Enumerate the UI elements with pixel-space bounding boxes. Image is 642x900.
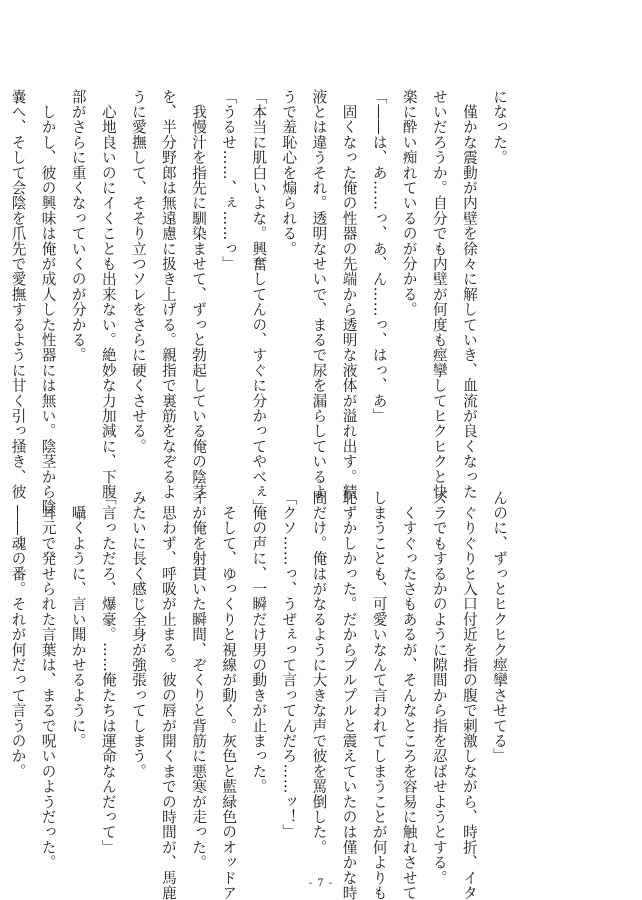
text-line: みたいに長く感じ全身が強張ってしまう。 (129, 490, 147, 779)
text-line: 「クソ……っ、うぜぇって言ってんだろ……ッ！」 (280, 490, 298, 840)
text-line: 心地良いのにイくことも出来ない。絶妙な力加減に、下腹 (99, 89, 117, 500)
text-line: 囁くように、言い聞かせるように。 (69, 490, 87, 749)
text-line: んのに、ずっとヒクヒク痙攣させてる」 (491, 490, 508, 764)
text-line: 思わず、呼吸が止まる。彼の唇が開くまでの時間が、馬鹿 (159, 490, 177, 900)
text-line: 「言っただろ、爆豪。……俺たちは運命なんだって」 (99, 490, 117, 855)
lower-text-block (0, 490, 514, 900)
text-line: うで羞恥心を煽られる。 (280, 89, 298, 257)
text-line: 「本当に肌白いよな。興奮してんの、すぐに分かってやべぇ」 (250, 89, 268, 515)
text-line: 液とは違うそれ。透明なせいで、まるで尿を漏らしているよ (310, 89, 328, 500)
text-line: 恥ずかしかった。だからプルプルと震えていたのは僅かな時 (340, 490, 358, 900)
text-line: 嚢へ、そして会陰を爪先で愛撫するように甘く引っ掻き、彼 (9, 89, 27, 500)
text-line: 固くなった俺の性器の先端から透明な液体が溢れ出す。精 (340, 89, 358, 500)
text-line: うに愛撫して、そそり立つソレをさらに硬くさせる。 (129, 89, 147, 454)
text-line: イが俺を射貫いた瞬間、ぞくりと背筋に悪寒が走った。 (190, 490, 208, 870)
text-line: しかし、彼の興味は俺が成人した性器には無い。陰茎から陰 (39, 89, 57, 515)
text-line: 部がさらに重くなっていくのが分かる。 (69, 89, 87, 363)
text-line: 「――は、あ……っ、あ、ん……っ、はっ、あ」 (370, 89, 388, 424)
text-line: 僅かな震動が内壁を徐々に解していき、血流が良くなった (460, 89, 478, 500)
text-line: 俺の声に、一瞬だけ男の動きが止まった。 (250, 490, 268, 794)
text-line: そして、ゆっくりと視線が動く。灰色と藍緑色のオッドア (220, 490, 238, 900)
page-number: - 7 - (308, 878, 334, 889)
text-line: せいだろうか。自分でも内壁が何度も痙攣してヒクヒクと快 (430, 89, 448, 500)
text-line: 「うるせ……、ぇ……っ」 (220, 89, 238, 272)
text-line: 楽に酔い痴れているのが分かる。 (400, 89, 418, 317)
text-line: になった。 (491, 89, 508, 165)
text-line: を、半分野郎は無遠慮に扱き上げる。親指で裏筋をなぞるよ (159, 89, 177, 500)
text-line: 我慢汁を指先に馴染ませて、ずっと勃起している俺の陰茎 (190, 89, 208, 500)
text-line: ズラでもするかのように隙間から指を忍ばせようとする。 (430, 490, 448, 886)
text-line: しまうことも、可愛いなんて言われてしまうことが何よりも (370, 490, 388, 900)
text-line: ぐりぐりと入口付近を指の腹で刺激しながら、時折、イタ (460, 490, 478, 900)
text-line: 耳元で発せられた言葉は、まるで呪いのようだった。 (39, 490, 57, 870)
text-line: 間だけ。俺はがなるように大きな声で彼を罵倒した。 (310, 490, 328, 855)
upper-text-block (0, 89, 514, 515)
text-line: くすぐったさもあるが、そんなところを容易に触れさせて (400, 490, 418, 900)
text-line: ――魂の番。それが何だって言うのか。 (9, 490, 27, 779)
